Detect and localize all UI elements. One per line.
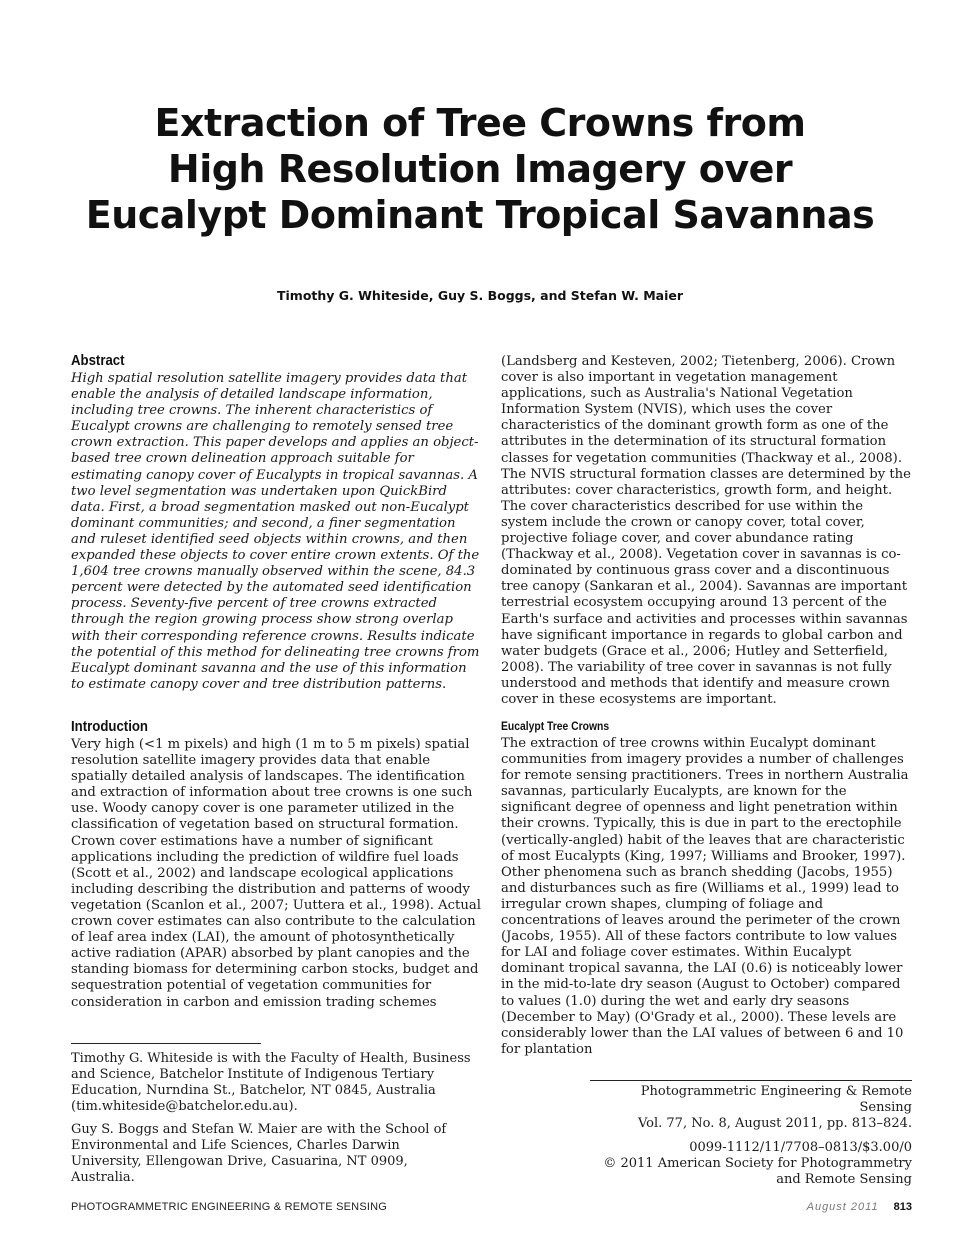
continuation-text: (Landsberg and Kesteven, 2002; Tietenberg, 2006). Crown cover is also important in vegetation management applications, such as Australia's National Vegetation Information System (NVIS), which uses the cover characteristics of the dominant growth form as one of the attributes in the determination of its structural formation classes for vegetation communities (Thackway et al., 2008). The NVIS structural formation classes are determined by the attributes: cover characteristics, growth form, and height. The cover characteristics described for use within the system include the crown or canopy cover, total cover, projective foliage cover, and cover abundance rating (Thackway et al., 2008). Vegetation cover in savannas is co-dominated by continuous grass cover and a discontinuous tree canopy (Sankaran et al., 2004). Savannas are important terrestrial ecosystem occupying around 13 percent of the Earth's surface and activities and processes within savannas have significant importance in regards to global carbon and water budgets (Grace et al., 2006; Hutley and Setterfield, 2008). The variability of tree cover in savannas is not fully understood and methods that identify and measure crown cover in these ecosystems are important. xyxy=(501,354,911,707)
abstract-text: High spatial resolution satellite imagery provides data that enable the analysis of detailed landscape information, including tree crowns. The inherent characteristics of Eucalypt crowns are challenging to remotely sensed tree crown extraction. This paper develops and applies an object-based tree crown delineation approach suitable for estimating canopy cover of Eucalypts in tropical savannas. A two level segmentation was undertaken upon QuickBird data. First, a broad segmentation masked out non-Eucalypt dominant communities; and second, a finer segmentation and ruleset identified seed objects within crowns, and then expanded these objects to cover entire crown extents. Of the 1,604 tree crowns manually observed within the scene, 84.3 percent were detected by the automated seed identification process. Seventy-five percent of tree crowns extracted through the region growing process show strong overlap with their corresponding reference crowns. Results indicate the potential of this method for delineating tree crowns from Eucalypt dominant savanna and the use of this information to estimate canopy cover and tree distribution patterns. xyxy=(71,371,480,692)
eucalypt-subheading: Eucalypt Tree Crowns xyxy=(501,721,610,733)
title-line-1: Extraction of Tree Crowns from xyxy=(154,101,806,145)
footer-journal: PHOTOGRAMMETRIC ENGINEERING & REMOTE SENSING xyxy=(71,1201,388,1213)
right-column-continuation xyxy=(501,354,911,708)
journal-issn: 0099-1112/11/7708–0813/$3.00/0 xyxy=(689,1140,912,1155)
journal-copyright: © 2011 American Society for Photogrammetry xyxy=(603,1156,912,1171)
footnote-first xyxy=(71,1051,471,1115)
eucalypt-section xyxy=(501,720,911,1058)
journal-copyright-cont: and Remote Sensing xyxy=(776,1172,912,1187)
abstract-heading: Abstract xyxy=(71,352,125,369)
footnote-second xyxy=(71,1122,471,1186)
author-list: Timothy G. Whiteside, Guy S. Boggs, and Stefan W. Maier xyxy=(276,288,684,303)
journal-info xyxy=(590,1080,912,1188)
abstract-section xyxy=(71,352,481,693)
page-number: 813 xyxy=(893,1201,912,1213)
journal-name: Photogrammetric Engineering & Remote Sensing xyxy=(640,1084,912,1115)
footnote-first-text: Timothy G. Whiteside is with the Faculty of Health, Business and Science, Batchelor Institute of Indigenous Tertiary Education, Nurndina St., Batchelor, NT 0845, Australia (tim.whiteside@batchelor.edu.au). xyxy=(71,1051,471,1114)
eucalypt-text: The extraction of tree crowns within Eucalypt dominant communities from imagery provides a number of challenges for remote sensing practitioners. Trees in northern Australia savannas, particularly Eucalypts, are known for the significant degree of openness and light penetration within their crowns. Typically, this is due in part to the erectophile (vertically-angled) habit of the leaves that are characteristic of most Eucalypts (King, 1997; Williams and Brooker, 1997). Other phenomena such as branch shedding (Jacobs, 1955) and disturbances such as fire (Williams et al., 1999) lead to irregular crown shapes, clumping of foliage and concentrations of leaves around the perimeter of the crown (Jacobs, 1955). All of these factors contribute to low values for LAI and foliage cover estimates. Within Eucalypt dominant tropical savanna, the LAI (0.6) is noticeably lower in the mid-to-late dry season (August to October) compared to values (1.0) during the wet and early dry seasons (December to May) (O'Grady et al., 2000). These levels are considerably lower than the LAI values of between 6 and 10 for plantation xyxy=(501,736,909,1057)
footer-date: August 2011 xyxy=(806,1201,879,1213)
footer-right xyxy=(807,1201,912,1213)
footnote-second-text: Guy S. Boggs and Stefan W. Maier are with the School of Environmental and Life Sciences, Charles Darwin University, Ellengowan Drive, Casuarina, NT 0909, Australia. xyxy=(71,1122,447,1185)
introduction-section xyxy=(71,718,481,1011)
paper-title xyxy=(0,100,960,238)
footnote-divider xyxy=(71,1043,261,1044)
introduction-text: Very high (<1 m pixels) and high (1 m to 5 m pixels) spatial resolution satellite imagery provides data that enable spatially detailed analysis of landscapes. The identification and extraction of information about tree crowns is one such use. Woody canopy cover is one parameter utilized in the classification of vegetation based on structural formation. Crown cover estimations have a number of significant applications including the prediction of wildfire fuel loads (Scott et al., 2002) and landscape ecological applications including describing the distribution and patterns of woody vegetation (Scanlon et al., 2007; Uuttera et al., 1998). Actual crown cover estimates can also contribute to the calculation of leaf area index (LAI), the amount of photosynthetically active radiation (APAR) absorbed by plant canopies and the standing biomass for determining carbon stocks, budget and sequestration potential of vegetation communities for consideration in carbon and emission trading schemes xyxy=(71,737,481,1010)
title-line-3: Eucalypt Dominant Tropical Savannas xyxy=(85,193,875,237)
journal-volume: Vol. 77, No. 8, August 2011, pp. 813–824. xyxy=(637,1116,912,1131)
introduction-heading: Introduction xyxy=(71,718,148,735)
title-line-2: High Resolution Imagery over xyxy=(167,147,793,191)
